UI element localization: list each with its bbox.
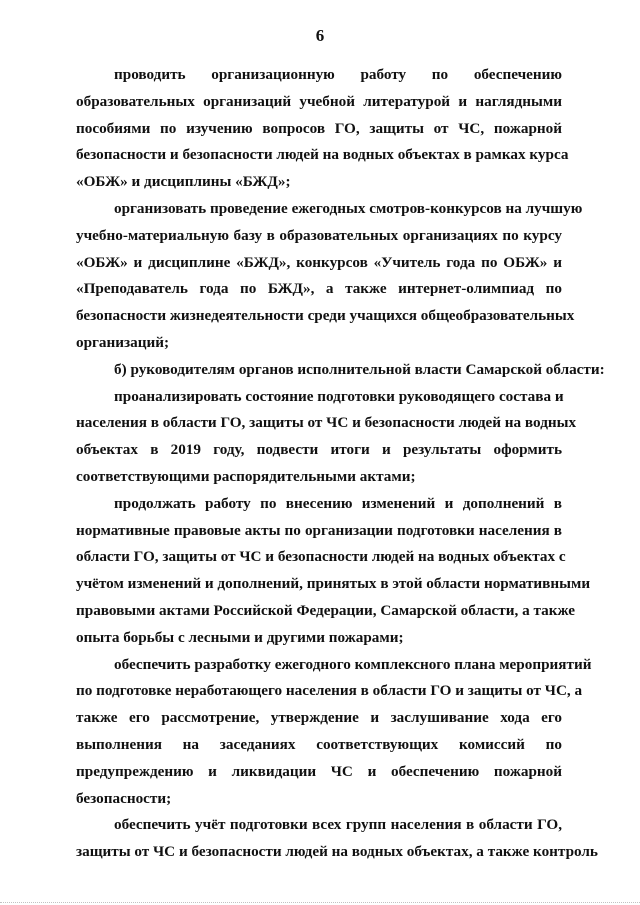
- text-line: населения в области ГО, защиты от ЧС и безопасности людей на водных: [76, 414, 577, 432]
- document-body: [76, 62, 605, 866]
- text-line: безопасности;: [76, 789, 172, 807]
- text-line: «ОБЖ» и дисциплины «БЖД»;: [76, 173, 291, 191]
- text-line: проанализировать состояние подготовки руководящего состава и: [114, 387, 564, 405]
- paragraph-6: [76, 652, 592, 813]
- text-line: области ГО, защиты от ЧС и безопасности людей на водных объектах с: [76, 548, 566, 566]
- paragraph-2: [76, 196, 583, 357]
- text-line: «ОБЖ» и дисциплине «БЖД», конкурсов «Учитель года по ОБЖ» и: [76, 253, 562, 271]
- paragraph-4: [76, 384, 577, 491]
- text-line: проводить организационную работу по обеспечению: [114, 66, 562, 83]
- text-line: выполнения на заседаниях соответствующих комиссий по: [76, 735, 562, 753]
- text-line: учётом изменений и дополнений, принятых в этой области нормативными: [76, 575, 591, 593]
- text-line: опыта борьбы с лесными и другими пожарами;: [76, 628, 404, 646]
- paragraph-7: [76, 812, 598, 866]
- text-line: предупреждению и ликвидации ЧС и обеспечению пожарной: [76, 762, 562, 780]
- text-line: продолжать работу по внесению изменений и дополнений в: [114, 494, 562, 512]
- paragraph-3: [76, 357, 605, 384]
- text-line: нормативные правовые акты по организации подготовки населения в: [76, 521, 562, 539]
- text-line: объектах в 2019 году, подвести итоги и результаты оформить: [76, 441, 562, 459]
- text-line: соответствующими распорядительными актами;: [76, 467, 416, 485]
- text-line: защиты от ЧС и безопасности людей на водных объектах, а также контроль: [76, 843, 598, 861]
- text-line: пособиями по изучению вопросов ГО, защиты от ЧС, пожарной: [76, 119, 562, 137]
- paragraph-1: [76, 62, 569, 196]
- page-number: 6: [315, 26, 325, 45]
- text-line: учебно-материальную базу в образовательных организациях по курсу: [76, 226, 562, 244]
- text-line: также его рассмотрение, утверждение и заслушивание хода его: [76, 709, 562, 727]
- text-line: правовыми актами Российской Федерации, Самарской области, а также: [76, 601, 576, 619]
- scan-edge-line: [0, 901, 640, 903]
- text-line: обеспечить учёт подготовки всех групп населения в области ГО,: [114, 816, 562, 834]
- paragraph-5: [76, 491, 591, 652]
- text-line: образовательных организаций учебной литературой и наглядными: [76, 92, 562, 110]
- text-line: б) руководителям органов исполнительной власти Самарской области:: [114, 360, 605, 378]
- text-line: организаций;: [76, 333, 170, 351]
- text-line: безопасности жизнедеятельности среди учащихся общеобразовательных: [76, 307, 575, 325]
- text-line: безопасности и безопасности людей на водных объектах в рамках курса: [76, 146, 569, 164]
- text-line: организовать проведение ежегодных смотров-конкурсов на лучшую: [114, 199, 583, 217]
- text-line: обеспечить разработку ежегодного комплексного плана мероприятий: [114, 655, 592, 673]
- text-line: «Преподаватель года по БЖД», а также интернет-олимпиад по: [76, 280, 562, 298]
- text-line: по подготовке неработающего населения в области ГО и защиты от ЧС, а: [76, 682, 583, 700]
